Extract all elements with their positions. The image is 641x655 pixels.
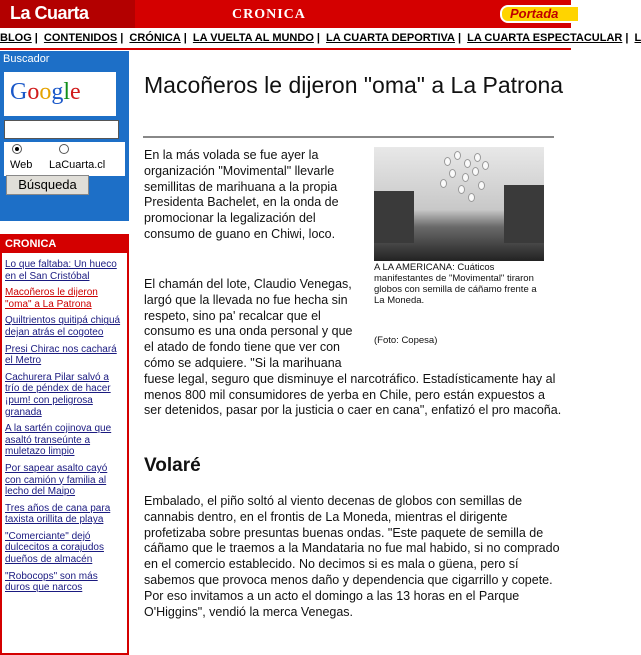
logo-container[interactable] (0, 0, 135, 28)
photo-caption: A LA AMERICANA: Cuáticos manifestantes de "Movimental" tiraron globos con semilla de cáñamo frente a La Moneda. (374, 262, 537, 306)
search-button[interactable]: Búsqueda (6, 175, 89, 195)
main-nav: BLOG | CONTENIDOS | CRÓNICA | LA VUELTA AL MUNDO | LA CUARTA DEPORTIVA | LA CUARTA ESPECTACULAR | L (0, 32, 641, 44)
list-item[interactable]: Tres años de cana para taxista orillita de playa (5, 502, 111, 526)
nav-link-cronica[interactable]: CRÓNICA (129, 32, 181, 44)
list-item[interactable]: "Comerciante" dejó dulcecitos a corajudos dueños de almacén (5, 530, 104, 566)
radio-web[interactable] (12, 144, 22, 154)
google-logo: Google (4, 72, 116, 116)
list-item[interactable]: Presi Chirac nos cachará el Metro (5, 343, 117, 367)
article-subhead: Volaré (144, 455, 201, 476)
article-paragraph-2 (144, 277, 564, 419)
site-logo[interactable]: La Cuarta (10, 3, 89, 23)
list-item[interactable]: Lo que faltaba: Un hueco en el San Cristóbal (5, 259, 117, 282)
nav-link-vuelta-al-mundo[interactable]: LA VUELTA AL MUNDO (192, 32, 314, 44)
list-item[interactable]: "Robocops" son más duros que narcos (5, 570, 98, 594)
top-banner (0, 0, 571, 28)
list-item[interactable]: Por sapear asalto cayó con camión y familia al lecho del Maipo (5, 462, 108, 498)
nav-divider (0, 48, 571, 50)
radio-lacuarta-label: LaCuarta.cl (49, 159, 106, 171)
nav-link-more[interactable]: L (634, 32, 641, 44)
nav-link-blog[interactable]: BLOG (0, 32, 32, 44)
cronica-list (2, 253, 127, 594)
nav-link-contenidos[interactable]: CONTENIDOS (43, 32, 118, 44)
cronica-header: CRONICA (2, 236, 127, 253)
article-paragraph-2-text: El chamán del lote, Claudio Venegas, largó que la llevada no fue hecha sin respeto, sino pa' recalcar que el consumo es una onda personal y que el atado de fondo tiene que ver con cómo se adquiere. "Si la marihuana fuese legal, seguro que disminuye el narcotráfico. Estadísticamente hay al menos 800 mil consumidores de yerba en Chile, pero están expuestos a ser detenidos, pasar por la justicia o caer en cana", enfatizó el pro macoña. (144, 277, 562, 418)
search-panel (0, 51, 129, 221)
section-title: CRONICA (232, 7, 306, 22)
photo-credit: (Foto: Copesa) (374, 335, 438, 346)
search-body (1, 68, 128, 220)
article-paragraph-1: En la más volada se fue ayer la organización "Movimental" llevarle semillitas de marihuana a la propia Presidenta Bachelet, en la onda de promocionar la legalización del consumo de guano en Chiwi, loco. (144, 148, 339, 241)
search-scope (4, 142, 125, 176)
title-divider (143, 136, 554, 138)
nav-link-deportiva[interactable]: LA CUARTA DEPORTIVA (326, 32, 455, 44)
list-item[interactable]: Cachurera Pilar salvó a trío de péndex de hacer ¡pum! con peligrosa granada (5, 371, 111, 418)
cronica-sidebar (0, 234, 129, 655)
article-paragraph-3: Embalado, el piño soltó al viento decenas de globos con semillas de cannabis dentro, en el frontis de La Moneda, mientras el dirigente profetizaba sobre presuntas buenas ondas. "Este paquete de semilla de cáñamo que le traemos a la Mandataria no fue mal habido, si no comprado en el comercio establecido. No decimos si es mala o güena, pero sí sabemos que provoca menos daño y dependencia que cigarrillo y copete. Por eso invitamos a un acto el domingo a las 13 horas en el Parque O'Higgins", vendió la merca Venegas. (144, 494, 560, 619)
list-item[interactable]: Quiltrientos quitipá chiguá dejan atrás el cogoteo (5, 315, 121, 338)
article-title: Macoñeros le dijeron "oma" a La Patrona (144, 72, 564, 98)
radio-lacuarta[interactable] (59, 144, 69, 154)
nav-link-espectacular[interactable]: LA CUARTA ESPECTACULAR (467, 32, 623, 44)
search-header: Buscador (1, 52, 128, 68)
list-item[interactable]: A la sartén cojinova que asaltó transeúnte a muletazo limpio (5, 423, 112, 458)
search-input[interactable] (4, 120, 119, 139)
article-photo (374, 147, 544, 261)
radio-web-label: Web (10, 159, 33, 171)
list-item-active[interactable]: Macoñeros le dijeron "oma" a La Patrona (5, 287, 98, 310)
portada-button[interactable]: Portada (500, 5, 580, 23)
